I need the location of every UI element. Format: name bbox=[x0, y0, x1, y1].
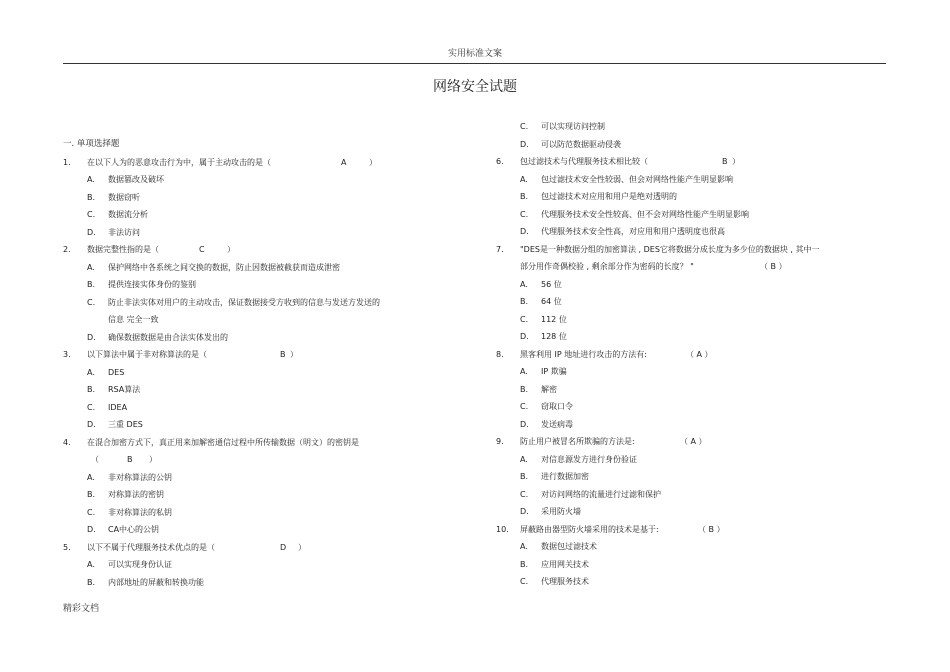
option-text: 128 位 bbox=[541, 332, 567, 341]
option-text: 进行数据加密 bbox=[541, 472, 589, 481]
question-10 bbox=[496, 521, 886, 539]
option-text: 防止非法实体对用户的主动攻击，保证数据接受方收到的信息与发送方发送的 bbox=[108, 297, 380, 307]
question-1 bbox=[63, 154, 423, 172]
option-text: 非法访问 bbox=[108, 227, 140, 237]
option-text: DES bbox=[108, 367, 125, 377]
question-3 bbox=[63, 346, 423, 364]
option-text: 数据包过滤技术 bbox=[541, 542, 597, 551]
question-8 bbox=[496, 346, 886, 364]
left-column bbox=[63, 136, 423, 591]
option bbox=[63, 189, 423, 207]
option-text: RSA算法 bbox=[108, 385, 141, 394]
option-letter: C. bbox=[520, 209, 529, 219]
option-text: IDEA bbox=[108, 402, 128, 412]
option-text: CA中心的公钥 bbox=[108, 525, 160, 534]
option bbox=[496, 573, 886, 591]
option bbox=[496, 171, 886, 189]
answer: B bbox=[127, 455, 133, 464]
page-footer: 精彩文档 bbox=[63, 604, 100, 614]
option-text: 包过滤技术安全性较弱、但会对网络性能产生明显影响 bbox=[541, 174, 733, 184]
option-letter: C. bbox=[87, 297, 96, 307]
option-letter: B. bbox=[520, 297, 529, 306]
question-continuation bbox=[496, 258, 886, 276]
option bbox=[63, 574, 423, 592]
answer: （ A ） bbox=[686, 349, 713, 359]
option-text: 三重 DES bbox=[108, 420, 143, 429]
question-9 bbox=[496, 433, 886, 451]
option bbox=[496, 311, 886, 329]
option bbox=[496, 206, 886, 224]
answer: （ A ） bbox=[680, 437, 707, 446]
option bbox=[63, 504, 423, 522]
option-text: 代理服务技术安全性高，对应用和用户透明度也很高 bbox=[541, 227, 725, 236]
option-letter: D. bbox=[87, 420, 96, 429]
question-7 bbox=[496, 241, 886, 259]
option bbox=[63, 329, 423, 347]
option bbox=[496, 293, 886, 311]
option-text: 56 位 bbox=[541, 279, 562, 289]
answer-close: ） bbox=[732, 157, 740, 166]
option-text: 包过滤技术对应用和用户是绝对透明的 bbox=[541, 192, 677, 201]
option-letter: D. bbox=[520, 139, 529, 149]
option-letter: C. bbox=[520, 314, 529, 324]
option bbox=[63, 276, 423, 294]
question-text: "DES是一种数据分组的加密算法 , DES它将数据分成长度为多少位的数据块 , 其中一 bbox=[520, 244, 820, 254]
question-text: 屏蔽路由器型防火墙采用的技术是基于: bbox=[520, 524, 659, 534]
option-letter: A. bbox=[87, 175, 95, 184]
answer-line bbox=[63, 451, 423, 469]
option-letter: A. bbox=[520, 454, 528, 464]
option-text: 对称算法的密钥 bbox=[108, 490, 164, 499]
option bbox=[496, 503, 886, 521]
answer-close: ） bbox=[298, 542, 306, 552]
question-number: 1. bbox=[63, 157, 71, 167]
question-2 bbox=[63, 241, 423, 259]
option-letter: A. bbox=[87, 560, 95, 569]
option-letter: D. bbox=[520, 332, 529, 341]
option-text: 代理服务技术安全性较高、但不会对网络性能产生明显影响 bbox=[541, 209, 749, 219]
option-letter: D. bbox=[87, 332, 96, 342]
option-text: 保护网络中各系统之间交换的数据，防止因数据被截获而造成泄密 bbox=[108, 262, 340, 272]
option-letter: B. bbox=[87, 385, 96, 394]
option-text: 采用防火墙 bbox=[541, 507, 581, 516]
question-text: 包过滤技术与代理服务技术相比较（ bbox=[520, 157, 648, 166]
question-6 bbox=[496, 153, 886, 171]
header-rule bbox=[63, 63, 886, 64]
option-letter: D. bbox=[520, 507, 529, 516]
option-letter: B. bbox=[87, 490, 96, 499]
option-text: 解密 bbox=[541, 384, 557, 394]
page-header: 实用标准文案 bbox=[447, 49, 502, 59]
option-letter: B. bbox=[87, 192, 96, 202]
option-continuation: 信息 完全一致 bbox=[108, 315, 159, 324]
option-letter: A. bbox=[520, 542, 528, 551]
option-text: 确保数据数据是由合法实体发出的 bbox=[108, 332, 228, 342]
option-text: 可以防范数据驱动侵袭 bbox=[541, 139, 621, 149]
option bbox=[63, 381, 423, 399]
right-column bbox=[496, 118, 886, 591]
option-letter: C. bbox=[520, 577, 529, 586]
option bbox=[496, 468, 886, 486]
option bbox=[63, 521, 423, 539]
answer: D bbox=[280, 542, 287, 552]
option-text: 应用网关技术 bbox=[541, 559, 589, 569]
option bbox=[496, 486, 886, 504]
answer-open: （ bbox=[91, 455, 99, 464]
option-letter: D. bbox=[520, 419, 529, 429]
option bbox=[496, 538, 886, 556]
option bbox=[496, 328, 886, 346]
option-letter: D. bbox=[520, 227, 529, 236]
option-letter: A. bbox=[87, 262, 95, 272]
option-letter: B. bbox=[520, 472, 529, 481]
option bbox=[496, 188, 886, 206]
option-text: 数据篡改及破坏 bbox=[108, 175, 164, 184]
question-text: 在混合加密方式下，真正用来加解密通信过程中所传输数据（明文）的密钥是 bbox=[87, 437, 359, 447]
option bbox=[63, 416, 423, 434]
question-number: 5. bbox=[63, 542, 71, 552]
option-letter: B. bbox=[520, 192, 529, 201]
option-text: 数据流分析 bbox=[108, 210, 148, 219]
option bbox=[496, 363, 886, 381]
option-text: 非对称算法的私钥 bbox=[108, 507, 172, 517]
option-letter: B. bbox=[87, 577, 96, 587]
option bbox=[63, 364, 423, 382]
option bbox=[496, 398, 886, 416]
option bbox=[63, 486, 423, 504]
section-heading: 一. 单项选择题 bbox=[63, 139, 120, 149]
question-5 bbox=[63, 539, 423, 557]
answer-close: ） bbox=[227, 245, 235, 254]
answer: C bbox=[199, 245, 205, 254]
option-text: 64 位 bbox=[541, 297, 562, 306]
question-text: 以下不属于代理服务技术优点的是（ bbox=[87, 542, 215, 552]
answer: B bbox=[280, 350, 286, 359]
option bbox=[496, 451, 886, 469]
question-number: 8. bbox=[496, 349, 504, 359]
option-text: 可以实现访问控制 bbox=[541, 122, 605, 131]
option-letter: B. bbox=[520, 559, 529, 569]
option bbox=[63, 206, 423, 224]
option bbox=[496, 276, 886, 294]
option-text: 对访问网络的流量进行过滤和保护 bbox=[541, 489, 661, 499]
option-text: 代理服务技术 bbox=[541, 577, 589, 586]
option-text: 可以实现身份认证 bbox=[108, 560, 172, 569]
question-text: 防止用户被冒名所欺骗的方法是: bbox=[520, 437, 635, 446]
option bbox=[496, 136, 886, 154]
option-letter: C. bbox=[87, 210, 96, 219]
option-text: 非对称算法的公钥 bbox=[108, 472, 172, 482]
option-letter: C. bbox=[87, 507, 96, 517]
option bbox=[63, 556, 423, 574]
question-4 bbox=[63, 434, 423, 452]
answer-close: ） bbox=[149, 455, 157, 464]
option-letter: C. bbox=[520, 489, 529, 499]
option-text: 对信息源发方进行身份验证 bbox=[541, 454, 637, 464]
option-letter: D. bbox=[87, 525, 96, 534]
option-letter: A. bbox=[520, 174, 528, 184]
answer-close: ） bbox=[369, 157, 377, 167]
option-letter: C. bbox=[520, 402, 529, 411]
answer-close: ） bbox=[290, 350, 298, 359]
option bbox=[63, 399, 423, 417]
option-letter: C. bbox=[520, 122, 529, 131]
option bbox=[63, 469, 423, 487]
question-number: 3. bbox=[63, 350, 71, 359]
answer: B bbox=[722, 157, 728, 166]
question-number: 9. bbox=[496, 437, 504, 446]
option-letter: B. bbox=[87, 280, 96, 289]
question-text: 黑客利用 IP 地址进行攻击的方法有: bbox=[520, 349, 647, 359]
question-number: 2. bbox=[63, 245, 71, 254]
option-text: 提供连接实体身份的鉴别 bbox=[108, 280, 196, 289]
option-text: 发送病毒 bbox=[541, 419, 573, 429]
option bbox=[63, 171, 423, 189]
question-number: 4. bbox=[63, 437, 71, 447]
question-text: 在以下人为的恶意攻击行为中，属于主动攻击的是（ bbox=[87, 157, 271, 167]
option bbox=[63, 259, 423, 277]
option-letter: A. bbox=[520, 367, 528, 376]
option bbox=[496, 223, 886, 241]
option-letter: A. bbox=[87, 367, 95, 377]
option bbox=[63, 224, 423, 242]
question-text: 以下算法中属于非对称算法的是（ bbox=[87, 350, 207, 359]
page-title: 网络安全试题 bbox=[433, 79, 517, 95]
option bbox=[496, 556, 886, 574]
option-letter: A. bbox=[520, 279, 528, 289]
option-text: 内部地址的屏蔽和转换功能 bbox=[108, 577, 204, 587]
option-letter: A. bbox=[87, 472, 95, 482]
answer: （ B ） bbox=[760, 262, 787, 271]
question-text: 数据完整性指的是（ bbox=[87, 245, 159, 254]
option-text: 窃取口令 bbox=[541, 402, 573, 411]
option bbox=[496, 118, 886, 136]
option-letter: B. bbox=[520, 384, 529, 394]
question-number: 10. bbox=[496, 524, 509, 534]
option-letter: C. bbox=[87, 402, 96, 412]
option bbox=[63, 294, 423, 312]
option bbox=[496, 381, 886, 399]
answer: （ B ） bbox=[698, 524, 725, 534]
option-letter: D. bbox=[87, 227, 96, 237]
question-number: 6. bbox=[496, 157, 504, 166]
option-text: 112 位 bbox=[541, 314, 567, 324]
answer: A bbox=[341, 157, 347, 167]
question-number: 7. bbox=[496, 244, 504, 254]
option-text: 数据窃听 bbox=[108, 192, 140, 202]
question-text-cont: 部分用作奇偶校验 , 剩余部分作为密码的长度？ " bbox=[520, 262, 694, 271]
option bbox=[496, 416, 886, 434]
option-text: IP 欺骗 bbox=[541, 367, 567, 376]
